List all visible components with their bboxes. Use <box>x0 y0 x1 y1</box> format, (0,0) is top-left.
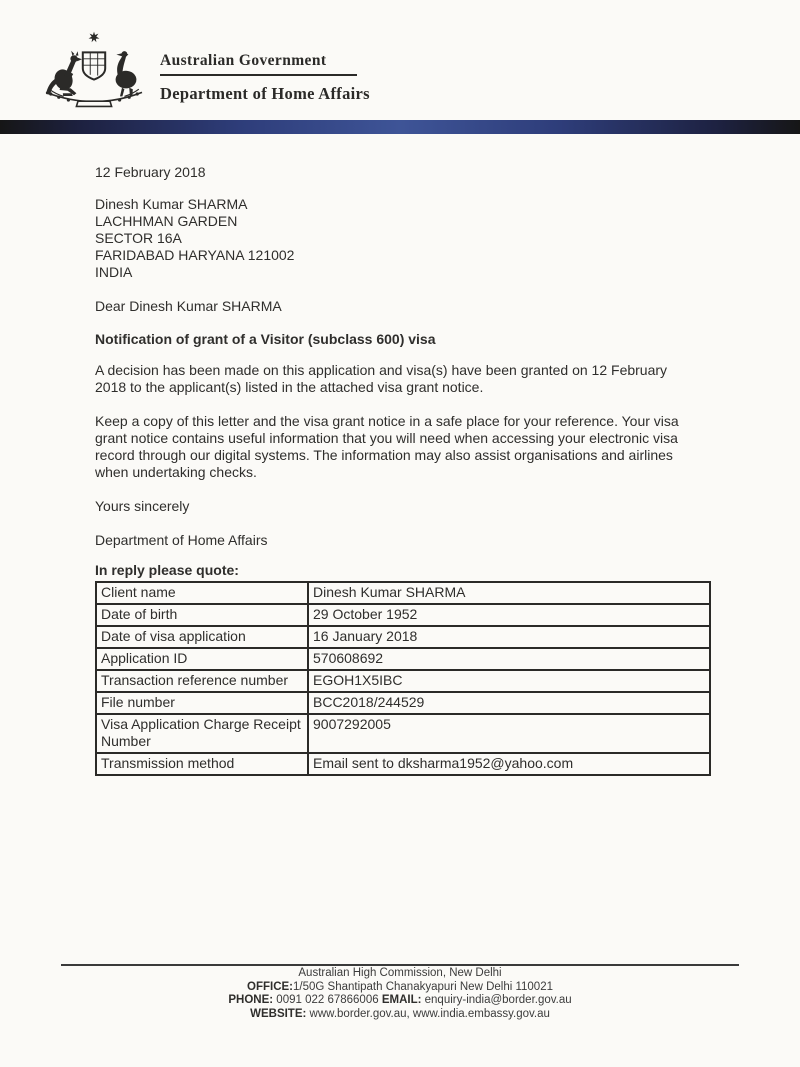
row-label: File number <box>96 692 308 714</box>
address-line: INDIA <box>95 264 133 280</box>
row-value: Dinesh Kumar SHARMA <box>308 582 710 604</box>
footer-website-line <box>0 1008 800 1022</box>
address-line: LACHHMAN GARDEN <box>95 213 238 229</box>
row-label: Date of visa application <box>96 626 308 648</box>
office-value: 1/50G Shantipath Chanakyapuri New Delhi 110021 <box>293 980 553 993</box>
table-row <box>96 648 710 670</box>
subject-line: Notification of grant of a Visitor (subclass 600) visa <box>95 331 436 347</box>
department-title: Department of Home Affairs <box>160 84 370 103</box>
row-label: Application ID <box>96 648 308 670</box>
office-label: OFFICE: <box>247 980 293 993</box>
recipient-address <box>95 196 705 281</box>
star-icon <box>89 32 100 43</box>
footer-phone-email-line <box>0 994 800 1008</box>
address-line: Dinesh Kumar SHARMA <box>95 196 248 212</box>
emu-icon <box>116 51 137 96</box>
letter-footer <box>0 964 800 1021</box>
website-label: WEBSITE: <box>250 1007 307 1020</box>
row-label: Client name <box>96 582 308 604</box>
row-value: 29 October 1952 <box>308 604 710 626</box>
table-row <box>96 692 710 714</box>
table-row <box>96 604 710 626</box>
table-row <box>96 670 710 692</box>
phone-label: PHONE: <box>228 994 274 1006</box>
row-value: 16 January 2018 <box>308 626 710 648</box>
row-value: EGOH1X5IBC <box>308 670 710 692</box>
body-paragraph: Keep a copy of this letter and the visa grant notice in a safe place for your reference. Your visa grant notice contains useful information that you will need when accessing your electronic visa record through our digital systems. The information may also assist organisations and airlines when undertaking checks. <box>95 413 679 480</box>
table-row <box>96 714 710 753</box>
email-label: EMAIL: <box>381 994 422 1006</box>
website-value: www.border.gov.au, www.india.embassy.gov.au <box>309 1007 550 1020</box>
shield-icon <box>83 52 105 79</box>
reference-heading: In reply please quote: <box>95 562 239 578</box>
address-line: FARIDABAD HARYANA 121002 <box>95 247 295 263</box>
brand-gradient-bar <box>0 120 800 134</box>
footer-rule <box>61 964 739 966</box>
row-value: BCC2018/244529 <box>308 692 710 714</box>
row-label: Transaction reference number <box>96 670 308 692</box>
letter-date: 12 February 2018 <box>95 164 206 180</box>
table-row <box>96 753 710 775</box>
row-value: Email sent to dksharma1952@yahoo.com <box>308 753 710 775</box>
email-value: enquiry-india@border.gov.au <box>424 994 572 1006</box>
signature: Department of Home Affairs <box>95 532 268 548</box>
table-row <box>96 582 710 604</box>
wattle-branch-icon <box>46 89 142 101</box>
row-label: Transmission method <box>96 753 308 775</box>
body-paragraph: A decision has been made on this application and visa(s) have been granted on 12 February 2018 to the applicant(s) listed in the attached visa grant notice. <box>95 362 668 395</box>
row-label: Date of birth <box>96 604 308 626</box>
row-value: 9007292005 <box>308 714 710 753</box>
header-rule <box>160 74 357 76</box>
banner-icon <box>76 101 111 106</box>
letterhead <box>0 0 800 108</box>
table-row <box>96 626 710 648</box>
footer-organisation: Australian High Commission, New Delhi <box>298 967 502 979</box>
phone-value: 0091 022 67866006 <box>276 994 379 1006</box>
kangaroo-icon <box>46 51 82 96</box>
closing: Yours sincerely <box>95 498 190 514</box>
government-title: Australian Government <box>160 52 327 69</box>
australian-coat-of-arms-icon <box>38 28 150 112</box>
salutation: Dear Dinesh Kumar SHARMA <box>95 298 282 314</box>
letterhead-titles <box>160 28 370 104</box>
address-line: SECTOR 16A <box>95 230 182 246</box>
footer-office-line <box>0 981 800 995</box>
row-label: Visa Application Charge Receipt Number <box>96 714 308 753</box>
letter-body <box>0 134 800 776</box>
reference-table <box>95 581 711 776</box>
row-value: 570608692 <box>308 648 710 670</box>
